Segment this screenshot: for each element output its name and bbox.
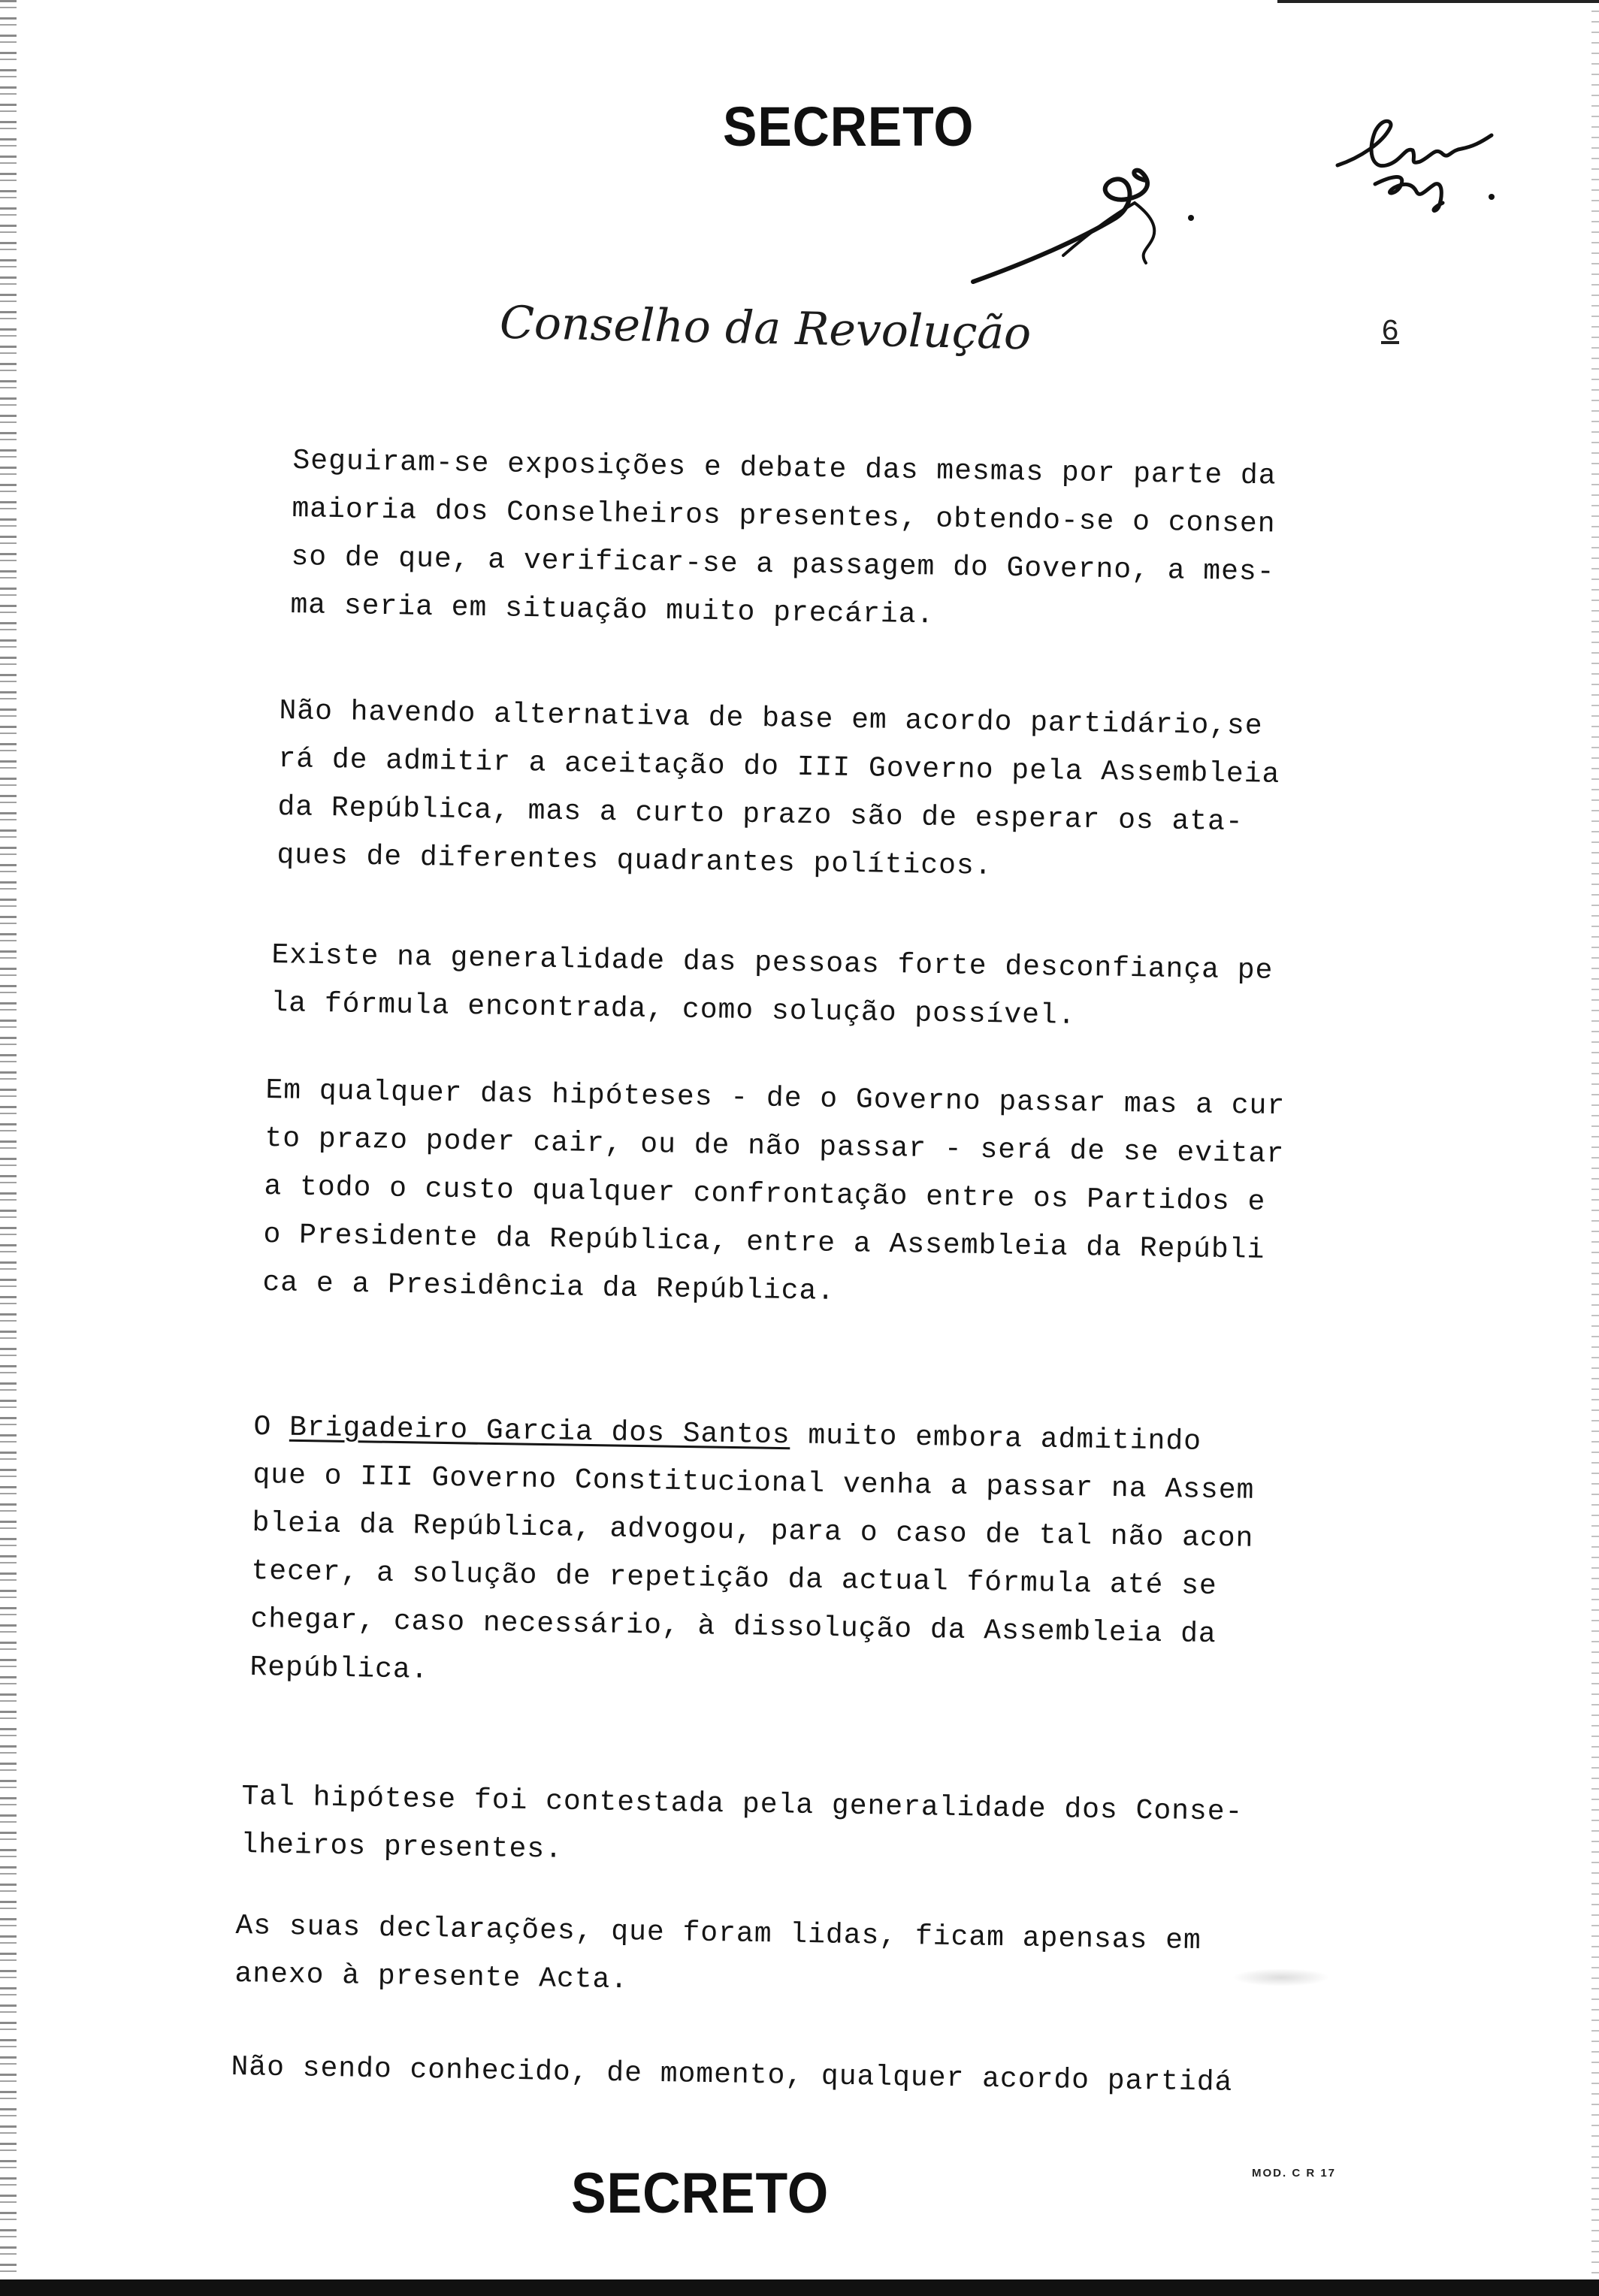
- scan-edge-left: [0, 0, 17, 2296]
- classification-footer: SECRETO: [571, 2162, 830, 2225]
- scan-edge-bottom: [0, 2279, 1599, 2296]
- signature-center: [966, 158, 1206, 293]
- scan-edge-top: [1277, 0, 1599, 3]
- paragraph-8: Não sendo conhecido, de momento, qualquer acordo partidá: [231, 2050, 1233, 2099]
- form-code: MOD. C R 17: [1252, 2167, 1337, 2180]
- paragraph-2: Não havendo alternativa de base em acordo partidário,se rá de admitir a aceitação do III Governo pela Assembleia da República, mas a curto prazo são de esperar os ata- ques de diferentes quadrantes políticos.: [277, 694, 1280, 883]
- paragraph-4: Em qualquer das hipóteses - de o Governo passar mas a cur to prazo poder cair, ou de não passar - será de se evitar a todo o custo qualquer confrontação entre os Partidos e o Presidente da República, entre a Assembleia da Repúbli ca e a Presidência da República.: [262, 1074, 1286, 1308]
- page-number: 6: [1381, 316, 1400, 349]
- name-underlined: Brigadeiro Garcia dos Santos: [289, 1411, 790, 1452]
- scan-smudge: [1232, 1968, 1330, 1986]
- paragraph-5: O Brigadeiro Garcia dos Santos muito embora admitindo que o III Governo Constitucional venha a passar na Assem bleia da República, advogou, para o caso de tal não acon tecer, a solução de repetição da actual fórmula até se chegar, caso necessário, à dissolução da Assembleia da República.: [249, 1410, 1255, 1687]
- paragraph-3: Existe na generalidade das pessoas forte desconfiança pe la fórmula encontrada, como solução possível.: [271, 938, 1274, 1032]
- paragraph-6: Tal hipótese foi contestada pela generalidade dos Conse- lheiros presentes.: [240, 1780, 1244, 1866]
- signature-top-right: [1330, 113, 1510, 225]
- classification-header: SECRETO: [723, 95, 975, 158]
- paragraph-7: As suas declarações, que foram lidas, ficam apensas em anexo à presente Acta.: [234, 1909, 1202, 1997]
- scan-edge-right: [1591, 0, 1599, 2279]
- letterhead: Conselho da Revolução: [499, 296, 1032, 361]
- paragraph-1: Seguiram-se exposições e debate das mesmas por parte da maioria dos Conselheiros presentes, obtendo-se o consen so de que, a verificar-se a passagem do Governo, a mes- ma seria em situação muito precária.: [290, 444, 1277, 632]
